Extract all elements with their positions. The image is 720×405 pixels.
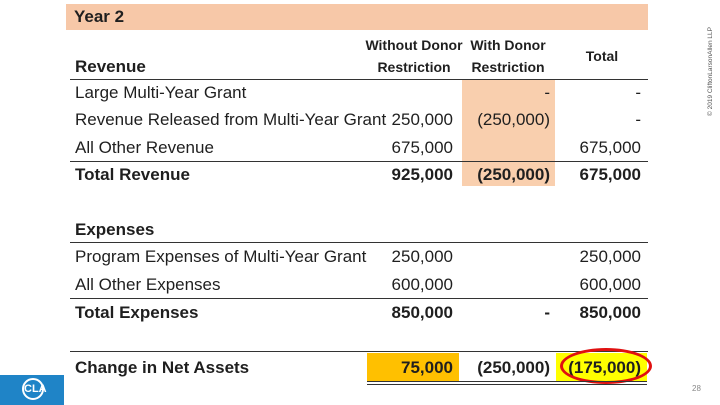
row-released-c1: 250,000 (391, 110, 453, 129)
row-other-revenue-c1: 675,000 (391, 138, 453, 157)
copyright-text: © 2019 CliftonLarsonAllen LLP (707, 27, 714, 116)
total-expenses-divider (70, 298, 648, 299)
expenses-heading: Expenses (75, 220, 155, 239)
revenue-divider (70, 79, 648, 80)
title-bar (66, 4, 648, 30)
net-assets-c2: (250,000) (477, 358, 550, 377)
row-other-expenses-label: All Other Expenses (75, 275, 221, 294)
header-with-donor-line1: With Donor (470, 37, 546, 53)
net-divider (70, 351, 648, 352)
total-revenue-c3: 675,000 (579, 165, 641, 184)
header-without-donor (364, 34, 464, 78)
copyright-notice (707, 6, 717, 116)
row-released-label: Revenue Released from Multi-Year Grant (75, 110, 387, 129)
double-underline-top (367, 381, 647, 382)
total-revenue-c2: (250,000) (477, 165, 550, 184)
total-revenue-label: Total Revenue (75, 165, 190, 184)
page-title: Year 2 (74, 7, 125, 26)
total-revenue-c1: 925,000 (391, 165, 453, 184)
total-expenses-c1: 850,000 (391, 303, 453, 322)
row-program-expenses-label: Program Expenses of Multi-Year Grant (75, 247, 367, 266)
logo-mark: CLA (22, 378, 44, 400)
row-large-grant-c2: - (544, 83, 550, 102)
row-large-grant-label: Large Multi-Year Grant (75, 83, 247, 102)
header-total: Total (585, 48, 619, 64)
row-other-revenue-c3: 675,000 (579, 138, 641, 157)
row-large-grant-c3: - (635, 83, 641, 102)
cla-logo (0, 375, 64, 405)
net-assets-c3: (175,000) (568, 358, 641, 377)
total-revenue-divider (70, 161, 648, 162)
page-number: 28 (692, 384, 701, 393)
row-released-c3: - (635, 110, 641, 129)
row-program-expenses-c1: 250,000 (391, 247, 453, 266)
net-total-circle (560, 348, 652, 384)
row-other-expenses-c3: 600,000 (579, 275, 641, 294)
row-program-expenses-c3: 250,000 (579, 247, 641, 266)
header-without-donor-line2: Restriction (377, 59, 451, 75)
row-other-expenses-c1: 600,000 (391, 275, 453, 294)
header-without-donor-line1: Without Donor (365, 37, 463, 53)
row-released-c2: (250,000) (477, 110, 550, 129)
header-with-donor (460, 34, 556, 78)
double-underline-bottom (367, 384, 647, 385)
net-assets-label: Change in Net Assets (75, 358, 250, 377)
revenue-heading: Revenue (75, 57, 146, 76)
row-other-revenue-label: All Other Revenue (75, 138, 214, 157)
net-assets-c1: 75,000 (401, 358, 453, 377)
total-expenses-label: Total Expenses (75, 303, 199, 322)
total-expenses-c2: - (544, 303, 550, 322)
expenses-divider (70, 242, 648, 243)
header-with-donor-line2: Restriction (471, 59, 545, 75)
total-expenses-c3: 850,000 (579, 303, 641, 322)
